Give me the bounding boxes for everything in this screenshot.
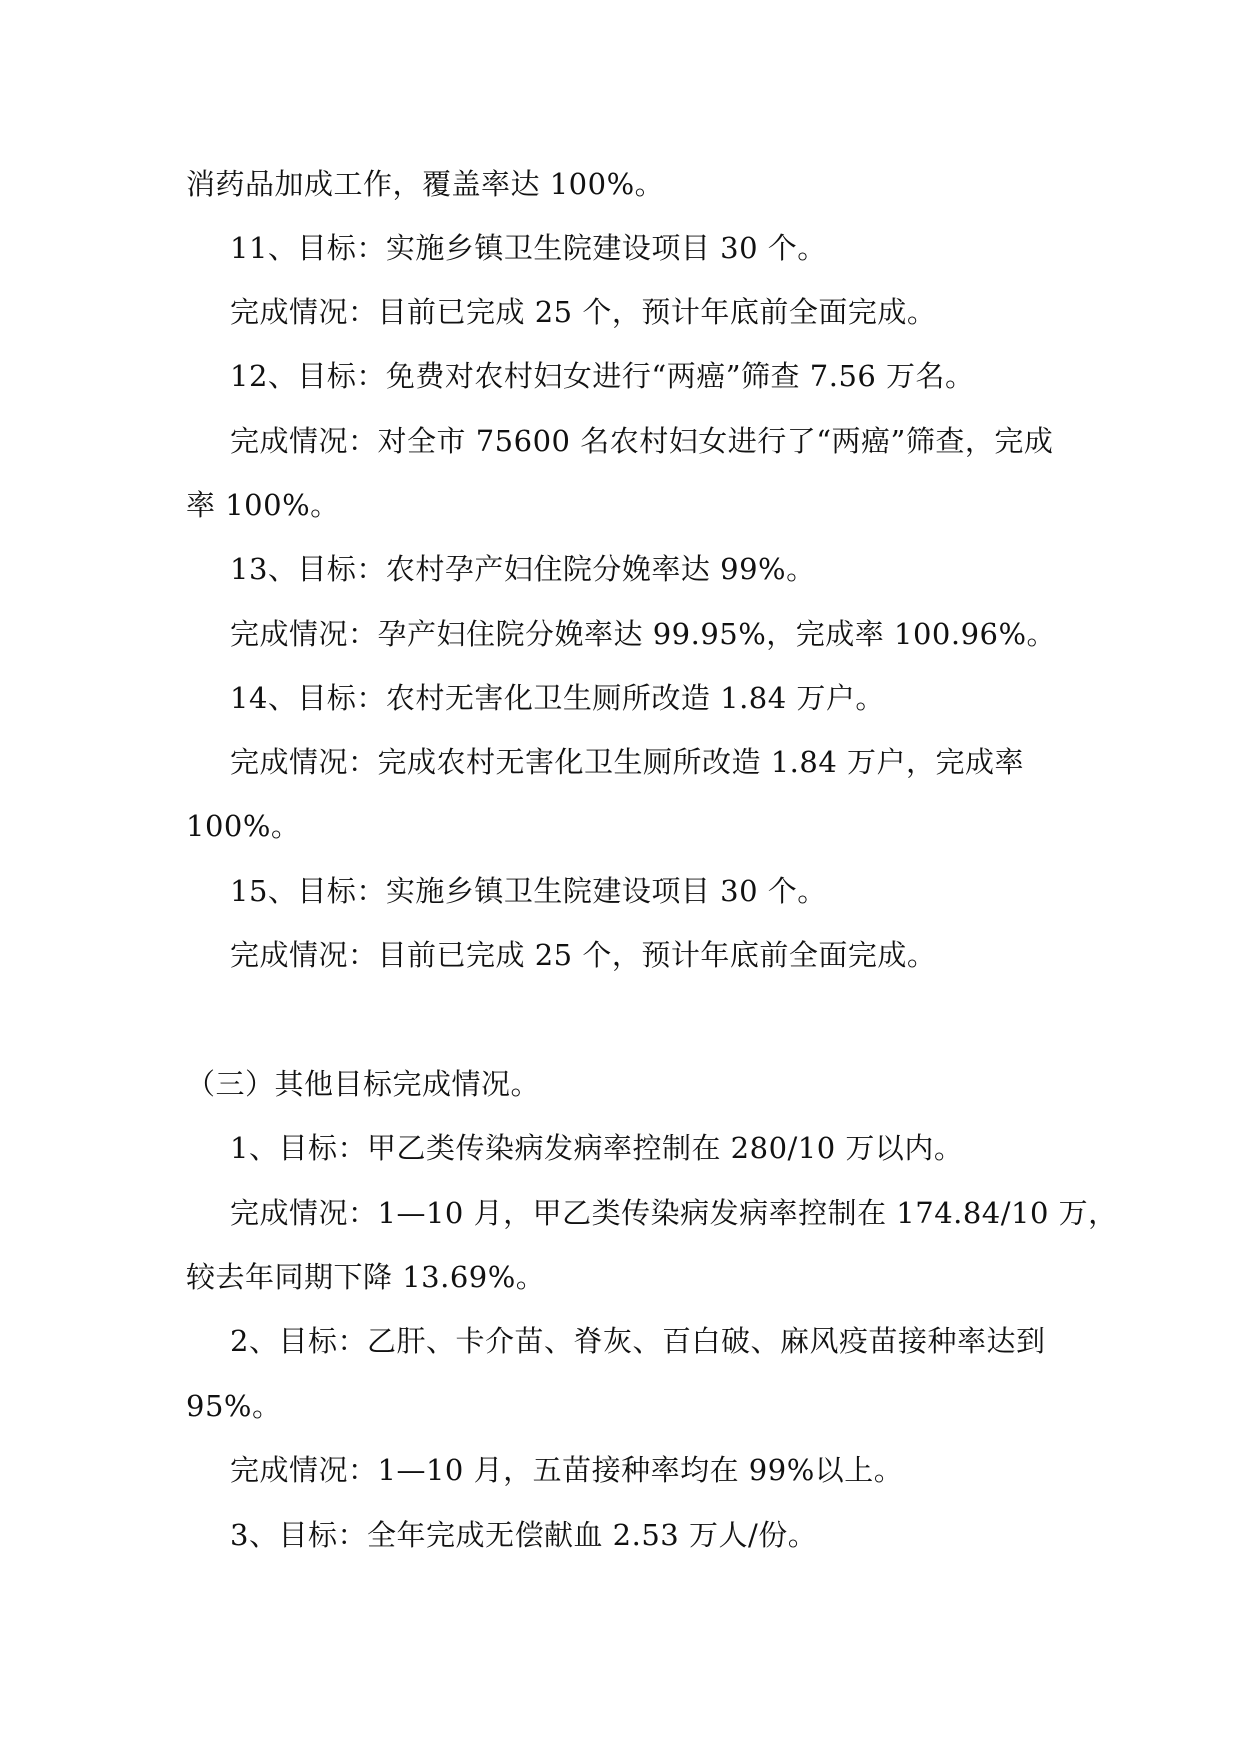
paragraph-line: 100%。: [186, 809, 301, 843]
paragraph-line: 完成情况：1—10 月，五苗接种率均在 99%以上。: [230, 1453, 904, 1487]
paragraph-line: 1、目标：甲乙类传染病发病率控制在 280/10 万以内。: [230, 1131, 964, 1165]
paragraph-line: 13、目标：农村孕产妇住院分娩率达 99%。: [230, 552, 816, 586]
paragraph-line: 3、目标：全年完成无偿献血 2.53 万人/份。: [230, 1518, 818, 1552]
paragraph-line: 11、目标：实施乡镇卫生院建设项目 30 个。: [230, 231, 827, 265]
paragraph-line: 12、目标：免费对农村妇女进行“两癌”筛查 7.56 万名。: [230, 359, 975, 393]
paragraph-line: 完成情况：目前已完成 25 个，预计年底前全面完成。: [230, 295, 937, 329]
paragraph-line: 2、目标：乙肝、卡介苗、脊灰、百白破、麻风疫苗接种率达到: [230, 1324, 1046, 1358]
paragraph-line: 14、目标：农村无害化卫生厕所改造 1.84 万户。: [230, 681, 885, 715]
paragraph-line: 完成情况：孕产妇住院分娩率达 99.95%，完成率 100.96%。: [230, 617, 1057, 651]
section-heading: （三）其他目标完成情况。: [186, 1067, 541, 1101]
paragraph-line: 95%。: [186, 1389, 282, 1423]
paragraph-line: 15、目标：实施乡镇卫生院建设项目 30 个。: [230, 874, 827, 908]
paragraph-line: 完成情况：目前已完成 25 个，预计年底前全面完成。: [230, 938, 937, 972]
paragraph-line: 完成情况：完成农村无害化卫生厕所改造 1.84 万户，完成率: [230, 745, 1025, 779]
paragraph-line: 完成情况：对全市 75600 名农村妇女进行了“两癌”筛查，完成: [230, 424, 1054, 458]
paragraph-line: 完成情况：1—10 月，甲乙类传染病发病率控制在 174.84/10 万，: [230, 1196, 1118, 1230]
paragraph-line: 率 100%。: [186, 488, 340, 522]
paragraph-line: 较去年同期下降 13.69%。: [186, 1260, 546, 1294]
paragraph-line: 消药品加成工作，覆盖率达 100%。: [186, 167, 665, 201]
